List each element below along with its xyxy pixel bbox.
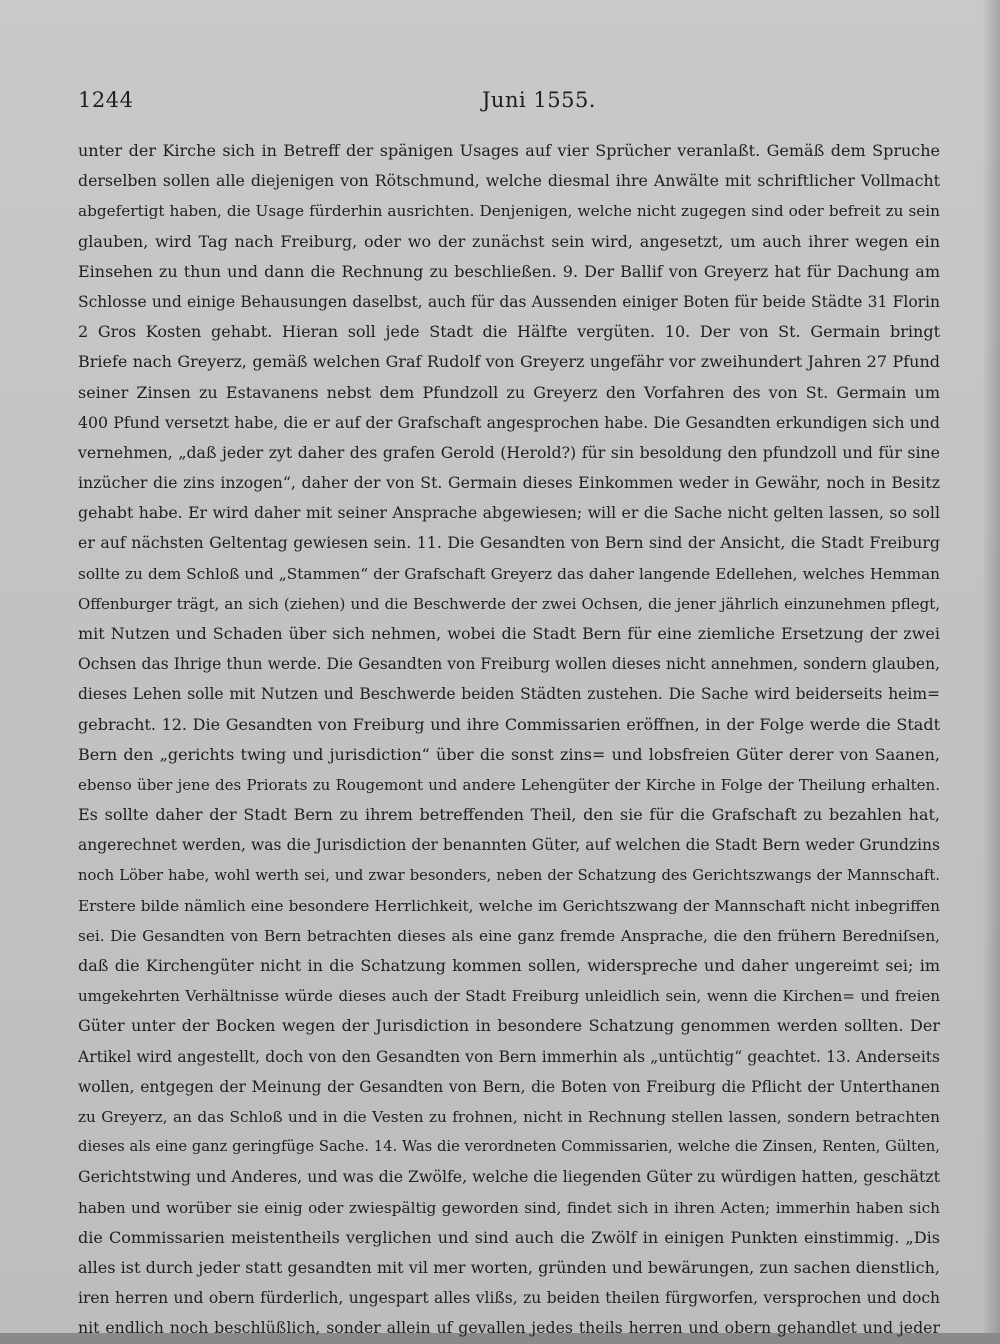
text-line: Erstere bilde nämlich eine besondere Herrlichkeit, welche im Gerichtszwang der Mannschaft nicht inbegriffen	[78, 896, 940, 915]
text-line: er auf nächsten Geltentag gewiesen sein. 11. Die Gesandten von Bern sind der Ansicht, die Stadt Freiburg	[78, 533, 940, 553]
text-line: zu Greyerz, an das Schloß und in die Vesten zu frohnen, nicht in Rechnung stellen lassen, sondern betrachten	[78, 1108, 940, 1126]
text-line: seiner Zinsen zu Estavanens nebst dem Pfundzoll zu Greyerz den Vorfahren des von St. Germain um	[78, 382, 940, 402]
text-line: glauben, wird Tag nach Freiburg, oder wo der zunächst sein wird, angesetzt, um auch ihrer wegen ein	[78, 231, 940, 251]
text-line: angerechnet werden, was die Jurisdiction der benannten Güter, auf welchen die Stadt Bern weder Grundzins	[78, 836, 940, 855]
text-line: Einsehen zu thun und dann die Rechnung zu beschließen. 9. Der Ballif von Greyerz hat für Dachung am	[78, 261, 940, 281]
text-line: abgefertigt haben, die Usage fürderhin ausrichten. Denjenigen, welche nicht zugegen sind oder befreit zu sein	[78, 202, 940, 221]
text-line: Briefe nach Greyerz, gemäß welchen Graf Rudolf von Greyerz ungefähr vor zweihundert Jahren 27 Pfund	[78, 352, 940, 372]
text-line: Offenburger trägt, an sich (ziehen) und die Beschwerde der zwei Ochsen, die jener jährlich einzunehmen pflegt,	[78, 594, 940, 613]
text-line: Bern den „gerichts twing und jurisdiction“ über die sonst zins= und lobsfreien Güter derer von Saanen,	[78, 744, 940, 764]
text-line: gebracht. 12. Die Gesandten von Freiburg und ihre Commissarien eröffnen, in der Folge werde die Stadt	[78, 714, 940, 734]
text-line: 400 Pfund versetzt habe, die er auf der Grafschaft angesprochen habe. Die Gesandten erkundigen sich und	[78, 412, 940, 432]
text-line: die Commissarien meistentheils verglichen und sind auch die Zwölf in einigen Punkten einstimmig. „Dis	[78, 1227, 940, 1247]
text-line: alles ist durch jeder statt gesandten mit vil mer worten, gründen und bewärungen, zun sachen dienstlich,	[78, 1257, 940, 1277]
text-line: noch Löber habe, wohl werth sei, und zwar besonders, neben der Schatzung des Gerichtszwangs der Mannschaft.	[78, 866, 940, 884]
text-line: vernehmen, „daß jeder zyt daher des grafen Gerold (Herold?) für sin besoldung den pfundzoll und für sine	[78, 442, 940, 462]
text-line: Schlosse und einige Behausungen daselbst, auch für das Aussenden einiger Boten für beide Städte 31 Florin	[78, 292, 940, 311]
text-line: gehabt habe. Er wird daher mit seiner Ansprache abgewiesen; will er die Sache nicht gelten lassen, so soll	[78, 503, 940, 523]
page-edge-shadow	[982, 0, 1000, 1333]
text-line: ebenso über jene des Priorats zu Rougemont und andere Lehengüter der Kirche in Folge der Theilung erhalten.	[78, 775, 940, 794]
text-line: haben und worüber sie einig oder zwiespältig geworden sind, findet sich in ihren Acten; immerhin haben sich	[78, 1198, 940, 1217]
text-line: sollte zu dem Schloß und „Stammen“ der Grafschaft Greyerz das daher langende Edellehen, welches Hemman	[78, 564, 940, 583]
text-line: iren herren und obern fürderlich, ungespart alles vlißs, zu beiden theilen fürgworfen, versprochen und doch	[78, 1289, 940, 1308]
text-line: wollen, entgegen der Meinung der Gesandten von Bern, die Boten von Freiburg die Pflicht der Unterthanen	[78, 1077, 940, 1096]
text-line: derselben sollen alle diejenigen von Rötschmund, welche diesmal ihre Anwälte mit schriftlicher Vollmacht	[78, 171, 940, 191]
text-line: Ochsen das Ihrige thun werde. Die Gesandten von Freiburg wollen dieses nicht annehmen, sondern glauben,	[78, 655, 940, 674]
text-line: umgekehrten Verhältnisse würde dieses auch der Stadt Freiburg unleidlich sein, wenn die Kirchen= und freien	[78, 987, 940, 1006]
text-line: daß die Kirchengüter nicht in die Schatzung kommen sollen, widerspreche und daher ungereimt sei; im	[78, 956, 940, 976]
text-line: Es sollte daher der Stadt Bern zu ihrem betreffenden Theil, den sie für die Grafschaft zu bezahlen hat,	[78, 805, 940, 825]
text-line: Gerichtstwing und Anderes, und was die Zwölfe, welche die liegenden Güter zu würdigen hatten, geschätzt	[78, 1167, 940, 1187]
text-line: dieses als eine ganz geringfüge Sache. 14. Was die verordneten Commissarien, welche die Zinsen, Renten, Gülten,	[78, 1138, 940, 1156]
page-number: 1244	[78, 88, 134, 112]
text-line: 2 Gros Kosten gehabt. Hieran soll jede Stadt die Hälfte vergüten. 10. Der von St. Germain bringt	[78, 322, 940, 342]
text-line: nit endlich noch beschlüßlich, sonder allein uf gevallen jedes theils herren und obern gehandlet und jeder	[78, 1318, 940, 1338]
page-header	[78, 88, 938, 120]
running-head: Juni 1555.	[482, 88, 596, 112]
text-line: Artikel wird angestellt, doch von den Gesandten von Bern immerhin als „untüchtig“ geachtet. 13. Anderseits	[78, 1047, 940, 1066]
text-line: inzücher die zins inzogen“, daher der von St. Germain dieses Einkommen weder in Gewähr, noch in Besitz	[78, 473, 940, 493]
text-line: unter der Kirche sich in Betreff der spänigen Usages auf vier Sprücher veranlaßt. Gemäß dem Spruche	[78, 141, 940, 160]
body-text	[78, 136, 940, 1344]
text-line: sei. Die Gesandten von Bern betrachten dieses als eine ganz fremde Ansprache, die den frühern Beredniſsen,	[78, 926, 940, 945]
text-line: dieses Lehen solle mit Nutzen und Beschwerde beiden Städten zustehen. Die Sache wird beiderseits heim=	[78, 685, 940, 704]
text-line: mit Nutzen und Schaden über sich nehmen, wobei die Stadt Bern für eine ziemliche Ersetzung der zwei	[78, 624, 940, 643]
text-line: Güter unter der Bocken wegen der Jurisdiction in besondere Schatzung genommen werden sollten. Der	[78, 1016, 940, 1036]
